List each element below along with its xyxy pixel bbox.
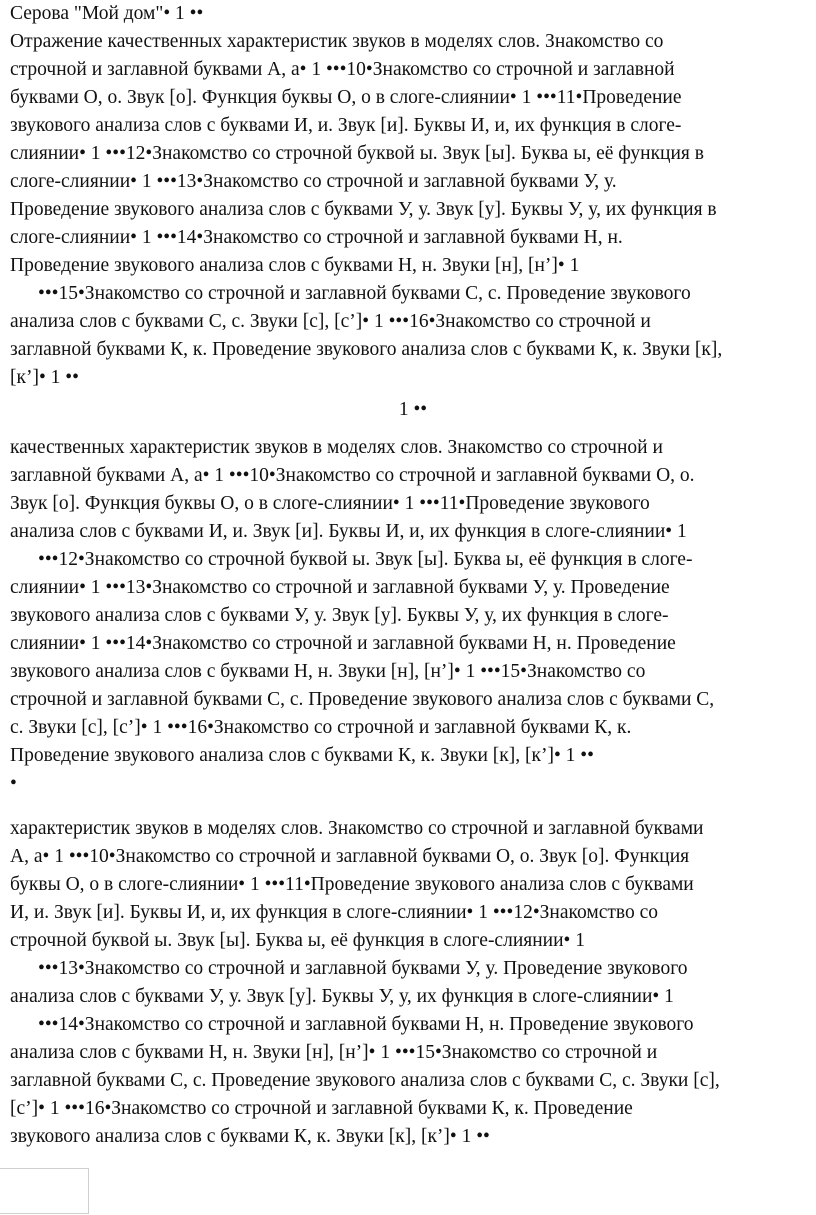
text-line: характеристик звуков в моделях слов. Знакомство со строчной и заглавной буквами — [10, 818, 704, 839]
text-line: Проведение звукового анализа слов с буквами К, к. Звуки [к], [к’]• 1 •• — [10, 745, 594, 766]
text-line: слоге-слиянии• 1 •••14•Знакомство со строчной и заглавной буквами Н, н. — [10, 227, 623, 248]
text-line: •••14•Знакомство со строчной и заглавной буквами Н, н. Проведение звукового — [38, 1014, 694, 1035]
text-line: •••13•Знакомство со строчной и заглавной буквами У, у. Проведение звукового — [38, 958, 688, 979]
text-line: •••12•Знакомство со строчной буквой ы. Звук [ы]. Буква ы, её функция в слоге- — [38, 549, 693, 570]
text-line: слиянии• 1 •••13•Знакомство со строчной и заглавной буквами У, у. Проведение — [10, 577, 670, 598]
text-line: с. Звуки [с], [с’]• 1 •••16•Знакомство со строчной и заглавной буквами К, к. — [10, 717, 632, 738]
text-line: [к’]• 1 •• — [10, 367, 79, 388]
text-line: строчной буквой ы. Звук [ы]. Буква ы, её функция в слоге-слиянии• 1 — [10, 930, 585, 951]
text-line: заглавной буквами С, с. Проведение звукового анализа слов с буквами С, с. Звуки [с], — [10, 1070, 720, 1091]
text-line: анализа слов с буквами Н, н. Звуки [н], [н’]• 1 •••15•Знакомство со строчной и — [10, 1042, 658, 1063]
text-line: буквы О, о в слоге-слиянии• 1 •••11•Проведение звукового анализа слов с буквами — [10, 874, 694, 895]
text-line: И, и. Звук [и]. Буквы И, и, их функция в слоге-слиянии• 1 •••12•Знакомство со — [10, 902, 659, 923]
text-line: слоге-слиянии• 1 •••13•Знакомство со строчной и заглавной буквами У, у. — [10, 171, 617, 192]
text-line: Проведение звукового анализа слов с буквами Н, н. Звуки [н], [н’]• 1 — [10, 255, 580, 276]
text-line: слиянии• 1 •••14•Знакомство со строчной и заглавной буквами Н, н. Проведение — [10, 633, 676, 654]
text-line: анализа слов с буквами С, с. Звуки [с], [с’]• 1 •••16•Знакомство со строчной и — [10, 311, 651, 332]
text-line: [с’]• 1 •••16•Знакомство со строчной и заглавной буквами К, к. Проведение — [10, 1098, 633, 1119]
text-line: Отражение качественных характеристик звуков в моделях слов. Знакомство со — [10, 31, 664, 52]
text-line: •••15•Знакомство со строчной и заглавной буквами С, с. Проведение звукового — [38, 283, 691, 304]
text-line: Проведение звукового анализа слов с буквами У, у. Звук [у]. Буквы У, у, их функция в — [10, 199, 717, 220]
text-line: буквами О, о. Звук [о]. Функция буквы О, о в слоге-слиянии• 1 •••11•Проведение — [10, 87, 682, 108]
text-line: качественных характеристик звуков в моделях слов. Знакомство со строчной и — [10, 437, 663, 458]
text-line: заглавной буквами А, а• 1 •••10•Знакомство со строчной и заглавной буквами О, о. — [10, 465, 695, 486]
text-line: звукового анализа слов с буквами К, к. Звуки [к], [к’]• 1 •• — [10, 1126, 490, 1147]
document-header: Серова "Мой дом"• 1 •• — [10, 3, 204, 24]
page-separator: 1 •• — [398, 399, 428, 420]
text-line: звукового анализа слов с буквами У, у. Звук [у]. Буквы У, у, их функция в слоге- — [10, 605, 669, 626]
bottom-placeholder-box — [0, 1168, 89, 1214]
text-line: заглавной буквами К, к. Проведение звукового анализа слов с буквами К, к. Звуки [к], — [10, 339, 723, 360]
text-line: анализа слов с буквами У, у. Звук [у]. Буквы У, у, их функция в слоге-слиянии• 1 — [10, 986, 674, 1007]
text-line: • — [10, 773, 17, 794]
text-line: звукового анализа слов с буквами Н, н. Звуки [н], [н’]• 1 •••15•Знакомство со — [10, 661, 646, 682]
text-line: А, а• 1 •••10•Знакомство со строчной и заглавной буквами О, о. Звук [о]. Функция — [10, 846, 690, 867]
text-line: звукового анализа слов с буквами И, и. Звук [и]. Буквы И, и, их функция в слоге- — [10, 115, 682, 136]
text-line: строчной и заглавной буквами А, а• 1 •••10•Знакомство со строчной и заглавной — [10, 59, 675, 80]
text-line: Звук [о]. Функция буквы О, о в слоге-слиянии• 1 •••11•Проведение звукового — [10, 493, 650, 514]
text-line: слиянии• 1 •••12•Знакомство со строчной буквой ы. Звук [ы]. Буква ы, её функция в — [10, 143, 704, 164]
text-line: анализа слов с буквами И, и. Звук [и]. Буквы И, и, их функция в слоге-слиянии• 1 — [10, 521, 687, 542]
text-line: строчной и заглавной буквами С, с. Проведение звукового анализа слов с буквами С, — [10, 689, 715, 710]
